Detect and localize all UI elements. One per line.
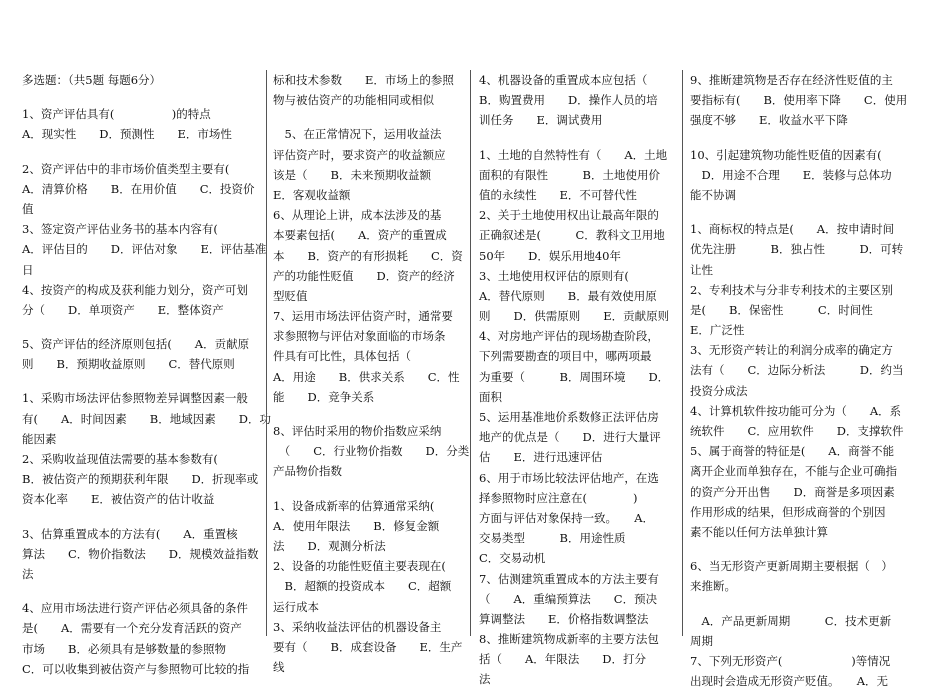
text-line: 2、资产评估中的非市场价值类型主要有( [22, 161, 230, 176]
text-line [479, 131, 669, 145]
text-line: A．评估目的 D．评估对象 E．评估基准 [22, 242, 267, 257]
text-line: 是( A．需要有一个充分发育活跃的资产 [22, 621, 242, 636]
text-line: 1、商标权的特点是( A．按申请时间 [690, 222, 895, 237]
text-line: E．客观收益额 [273, 187, 351, 202]
text-line: 3、签定资产评估业务书的基本内容有( [22, 222, 218, 237]
text-line: 3、无形资产转让的利润分成率的确定方 [690, 343, 893, 358]
text-line [690, 542, 904, 556]
text-line: 有( A．时间因素 B．地域因素 D．功 [22, 411, 271, 426]
text-line: D．用途不合理 E．装修与总体功 [690, 167, 892, 182]
text-line: 6、从理论上讲，成本法涉及的基 [273, 208, 442, 223]
text-line: 件具有可比性，具体包括（ [273, 349, 411, 364]
text-line [690, 131, 904, 145]
text-line: C．交易动机 [479, 551, 546, 566]
text-line: 4、应用市场法进行资产评估必须具备的条件 [22, 601, 248, 616]
text-line: 10、引起建筑物功能性贬值的因素有( [690, 147, 882, 162]
text-line: 物与被估资产的功能相同或相似 [273, 93, 434, 108]
column-2 [273, 70, 470, 675]
text-line: 5、属于商誉的特征是( A．商誉不能 [690, 444, 895, 459]
text-line: 3、估算重置成本的方法有( A．重置核 [22, 526, 238, 541]
text-line: B．购置费用 D．操作人员的培 [479, 93, 658, 108]
text-line: C．可以收集到被估资产与参照物可比较的指 [22, 661, 250, 676]
text-line: 算调整法 E．价格指数调整法 [479, 611, 649, 626]
text-line: 地产的优点是（ D．进行大量评 [479, 430, 661, 445]
column-3 [479, 70, 670, 687]
text-line: 9、推断建筑物是否存在经济性贬值的主 [690, 73, 893, 87]
text-line: A．使用年限法 B．修复金额 [273, 518, 440, 533]
text-line: 2、设备的功能性贬值主要表现在( [273, 559, 446, 574]
text-line: 素不能以任何方法单独计算 [690, 524, 828, 539]
text-line: 1、资产评估具有( )的特点 [22, 107, 211, 122]
text-line: 型贬值 [273, 288, 308, 303]
text-line [22, 320, 258, 334]
text-line: 训任务 E．调试费用 [479, 113, 603, 128]
column-4 [690, 70, 908, 689]
text-line: A．清算价格 B．在用价值 C．投资价 [22, 181, 255, 196]
text-line [690, 597, 904, 611]
text-line: 出现时会造成无形资产贬值。 A．无 [690, 674, 889, 689]
text-line: 正确叙述是( C．教科文卫用地 [479, 228, 665, 243]
text-line: 求参照物与评估对象面临的市场条 [273, 329, 446, 344]
text-line [273, 407, 463, 421]
text-line: 8、推断建筑物成新率的主要方法包 [479, 632, 659, 647]
text-line [22, 374, 258, 388]
column-1 [22, 70, 271, 676]
text-line: 3、土地使用权评估的原则有( [479, 268, 629, 283]
text-line: 产的功能性贬值 D．资产的经济 [273, 268, 455, 283]
text-line: 产品物价指数 [273, 464, 342, 479]
text-line: 分（ D．单项资产 E．整体资产 [22, 302, 224, 317]
text-line: E．广泛性 [690, 323, 745, 338]
text-line: 作用形成的结果，但形成商誉的个别因 [690, 504, 886, 519]
text-line: 2、采购收益现值法需要的基本参数有( [22, 452, 218, 466]
text-line [690, 205, 904, 219]
text-line: 法 [22, 566, 34, 581]
text-line: 运行成本 [273, 599, 319, 614]
text-line: 7、下列无形资产( )等情况 [690, 653, 891, 668]
text-line: 下列需要勘查的项目中，哪两项最 [479, 349, 652, 364]
text-line: 5、资产评估的经济原则包括( A．贡献原 [22, 337, 250, 352]
text-line: 6、当无形资产更新周期主要根据（ ） [690, 559, 893, 574]
text-line: 交易类型 B．用途性质 [479, 531, 626, 546]
text-line: 资本化率 E．被估资产的估计收益 [22, 492, 215, 507]
text-line: 值 [22, 201, 34, 216]
text-line: 7、估测建筑重置成本的方法主要有 [479, 571, 659, 586]
text-line: 线 [273, 660, 285, 675]
text-line: 让性 [690, 262, 713, 277]
text-line: 投资分成法 [690, 383, 748, 398]
text-line: 1、土地的自然特性有（ A．土地 [479, 147, 668, 162]
text-line: 周期 [690, 633, 713, 648]
text-line: 该是（ B．未来预期收益额 [273, 167, 431, 182]
text-line: 标和技术参数 E．市场上的参照 [273, 73, 454, 87]
text-line: 7、运用市场法评估资产时，通常要 [273, 309, 453, 324]
text-line: 5、在正常情况下，运用收益法 [273, 127, 442, 142]
text-line: 是( B．保密性 C．时间性 [690, 302, 873, 317]
text-line: A．替代原则 B．最有效使用原 [479, 288, 657, 303]
text-line: 本 B．资产的有形损耗 C．资 [273, 248, 463, 263]
text-line [22, 510, 258, 524]
text-line: 能因素 [22, 431, 57, 446]
text-line: 5、运用基准地价系数修正法评估房 [479, 410, 659, 424]
text-line: 4、机器设备的重置成本应包括（ [479, 73, 648, 87]
text-line: 为重要（ B．周围环境 D． [479, 369, 670, 384]
text-line: A．产品更新周期 C．技术更新 [690, 613, 892, 628]
text-line: A．现实性 D．预测性 E．市场性 [22, 127, 232, 142]
text-line: 市场 B．必须具有是够数量的参照物 [22, 641, 226, 656]
text-line: 日 [22, 262, 34, 277]
text-line: 则 B．预期收益原则 C．替代原则 [22, 357, 235, 372]
text-line: 多选题：（共5题 每题6分） [22, 73, 162, 87]
text-line: 算法 C．物价指数法 D．规模效益指数 [22, 546, 259, 561]
text-line: 来推断。 [690, 579, 736, 594]
text-line: 能不协调 [690, 187, 736, 202]
text-line: 的资产分开出售 D．商誉是多项因素 [690, 484, 895, 499]
text-line: 评估资产时，要求资产的收益额应 [273, 147, 446, 162]
text-line: 能 D．竞争关系 [273, 389, 375, 404]
text-line: （ A．重编预算法 C．预决 [479, 591, 658, 606]
text-line: 强度不够 E．收益水平下降 [690, 113, 848, 128]
text-line: 值的永续性 E．不可替代性 [479, 187, 637, 202]
text-line: 则 D．供需原则 E．贡献原则 [479, 309, 670, 324]
text-line: 要有（ B．成套设备 E．生产 [273, 639, 463, 654]
text-line: 法有（ C．边际分析法 D．约当 [690, 363, 904, 378]
text-line: （ C．行业物价指数 D．分类 [273, 444, 470, 459]
text-line: 本要素包括( A．资产的重置成 [273, 228, 447, 243]
text-line [22, 145, 258, 159]
text-line: 要指标有( B．使用率下降 C．使用 [690, 93, 908, 108]
text-line: 法 [479, 672, 491, 687]
text-line: 6、用于市场比较法评估地产，在选 [479, 470, 659, 485]
column-divider [682, 70, 683, 636]
text-line: 择参照物时应注意在( ) [479, 490, 638, 505]
text-line: 估 E．进行迅速评估 [479, 450, 603, 465]
text-line: 1、采购市场法评估参照物差异调整因素一般 [22, 391, 248, 406]
column-divider [266, 70, 267, 636]
text-line: 面积的有限性 B．土地使用价 [479, 167, 660, 182]
text-line: B．超额的投资成本 C．超额 [273, 579, 452, 594]
text-line: 1、设备成新率的估算通常采纳( [273, 498, 435, 513]
text-line: 优先注册 B．独占性 D．可转 [690, 242, 904, 257]
text-line [22, 584, 258, 598]
text-line: 4、按资产的构成及获利能力划分，资产可划 [22, 282, 248, 297]
text-line: 2、关于土地使用权出让最高年限的 [479, 208, 659, 223]
text-line: 4、对房地产评估的现场勘查阶段， [479, 329, 659, 344]
text-line: 离开企业而单独存在，不能与企业可确指 [690, 464, 897, 479]
text-line [22, 90, 258, 104]
text-line: 50年 D．娱乐用地40年 [479, 248, 621, 263]
text-line [273, 482, 463, 496]
text-line: 括（ A．年限法 D．打分 [479, 652, 647, 667]
text-line: 方面与评估对象保持一致。 A． [479, 510, 655, 525]
text-line: A．用途 B．供求关系 C．性 [273, 369, 460, 384]
text-line: 法 D．观测分析法 [273, 538, 386, 553]
text-line: 3、采纳收益法评估的机器设备主 [273, 619, 442, 634]
text-line: 8、评估时采用的物价指数应采纳 [273, 424, 442, 438]
text-line: 面积 [479, 389, 502, 404]
column-divider [470, 70, 471, 636]
text-line [273, 110, 463, 124]
text-line: B．被估资产的预期获利年限 D．折现率或 [22, 472, 259, 487]
text-line: 4、计算机软件按功能可分为（ A．系 [690, 403, 902, 418]
text-line: 统软件 C．应用软件 D．支撑软件 [690, 424, 904, 438]
text-line: 2、专利技术与分非专利技术的主要区别 [690, 282, 893, 297]
